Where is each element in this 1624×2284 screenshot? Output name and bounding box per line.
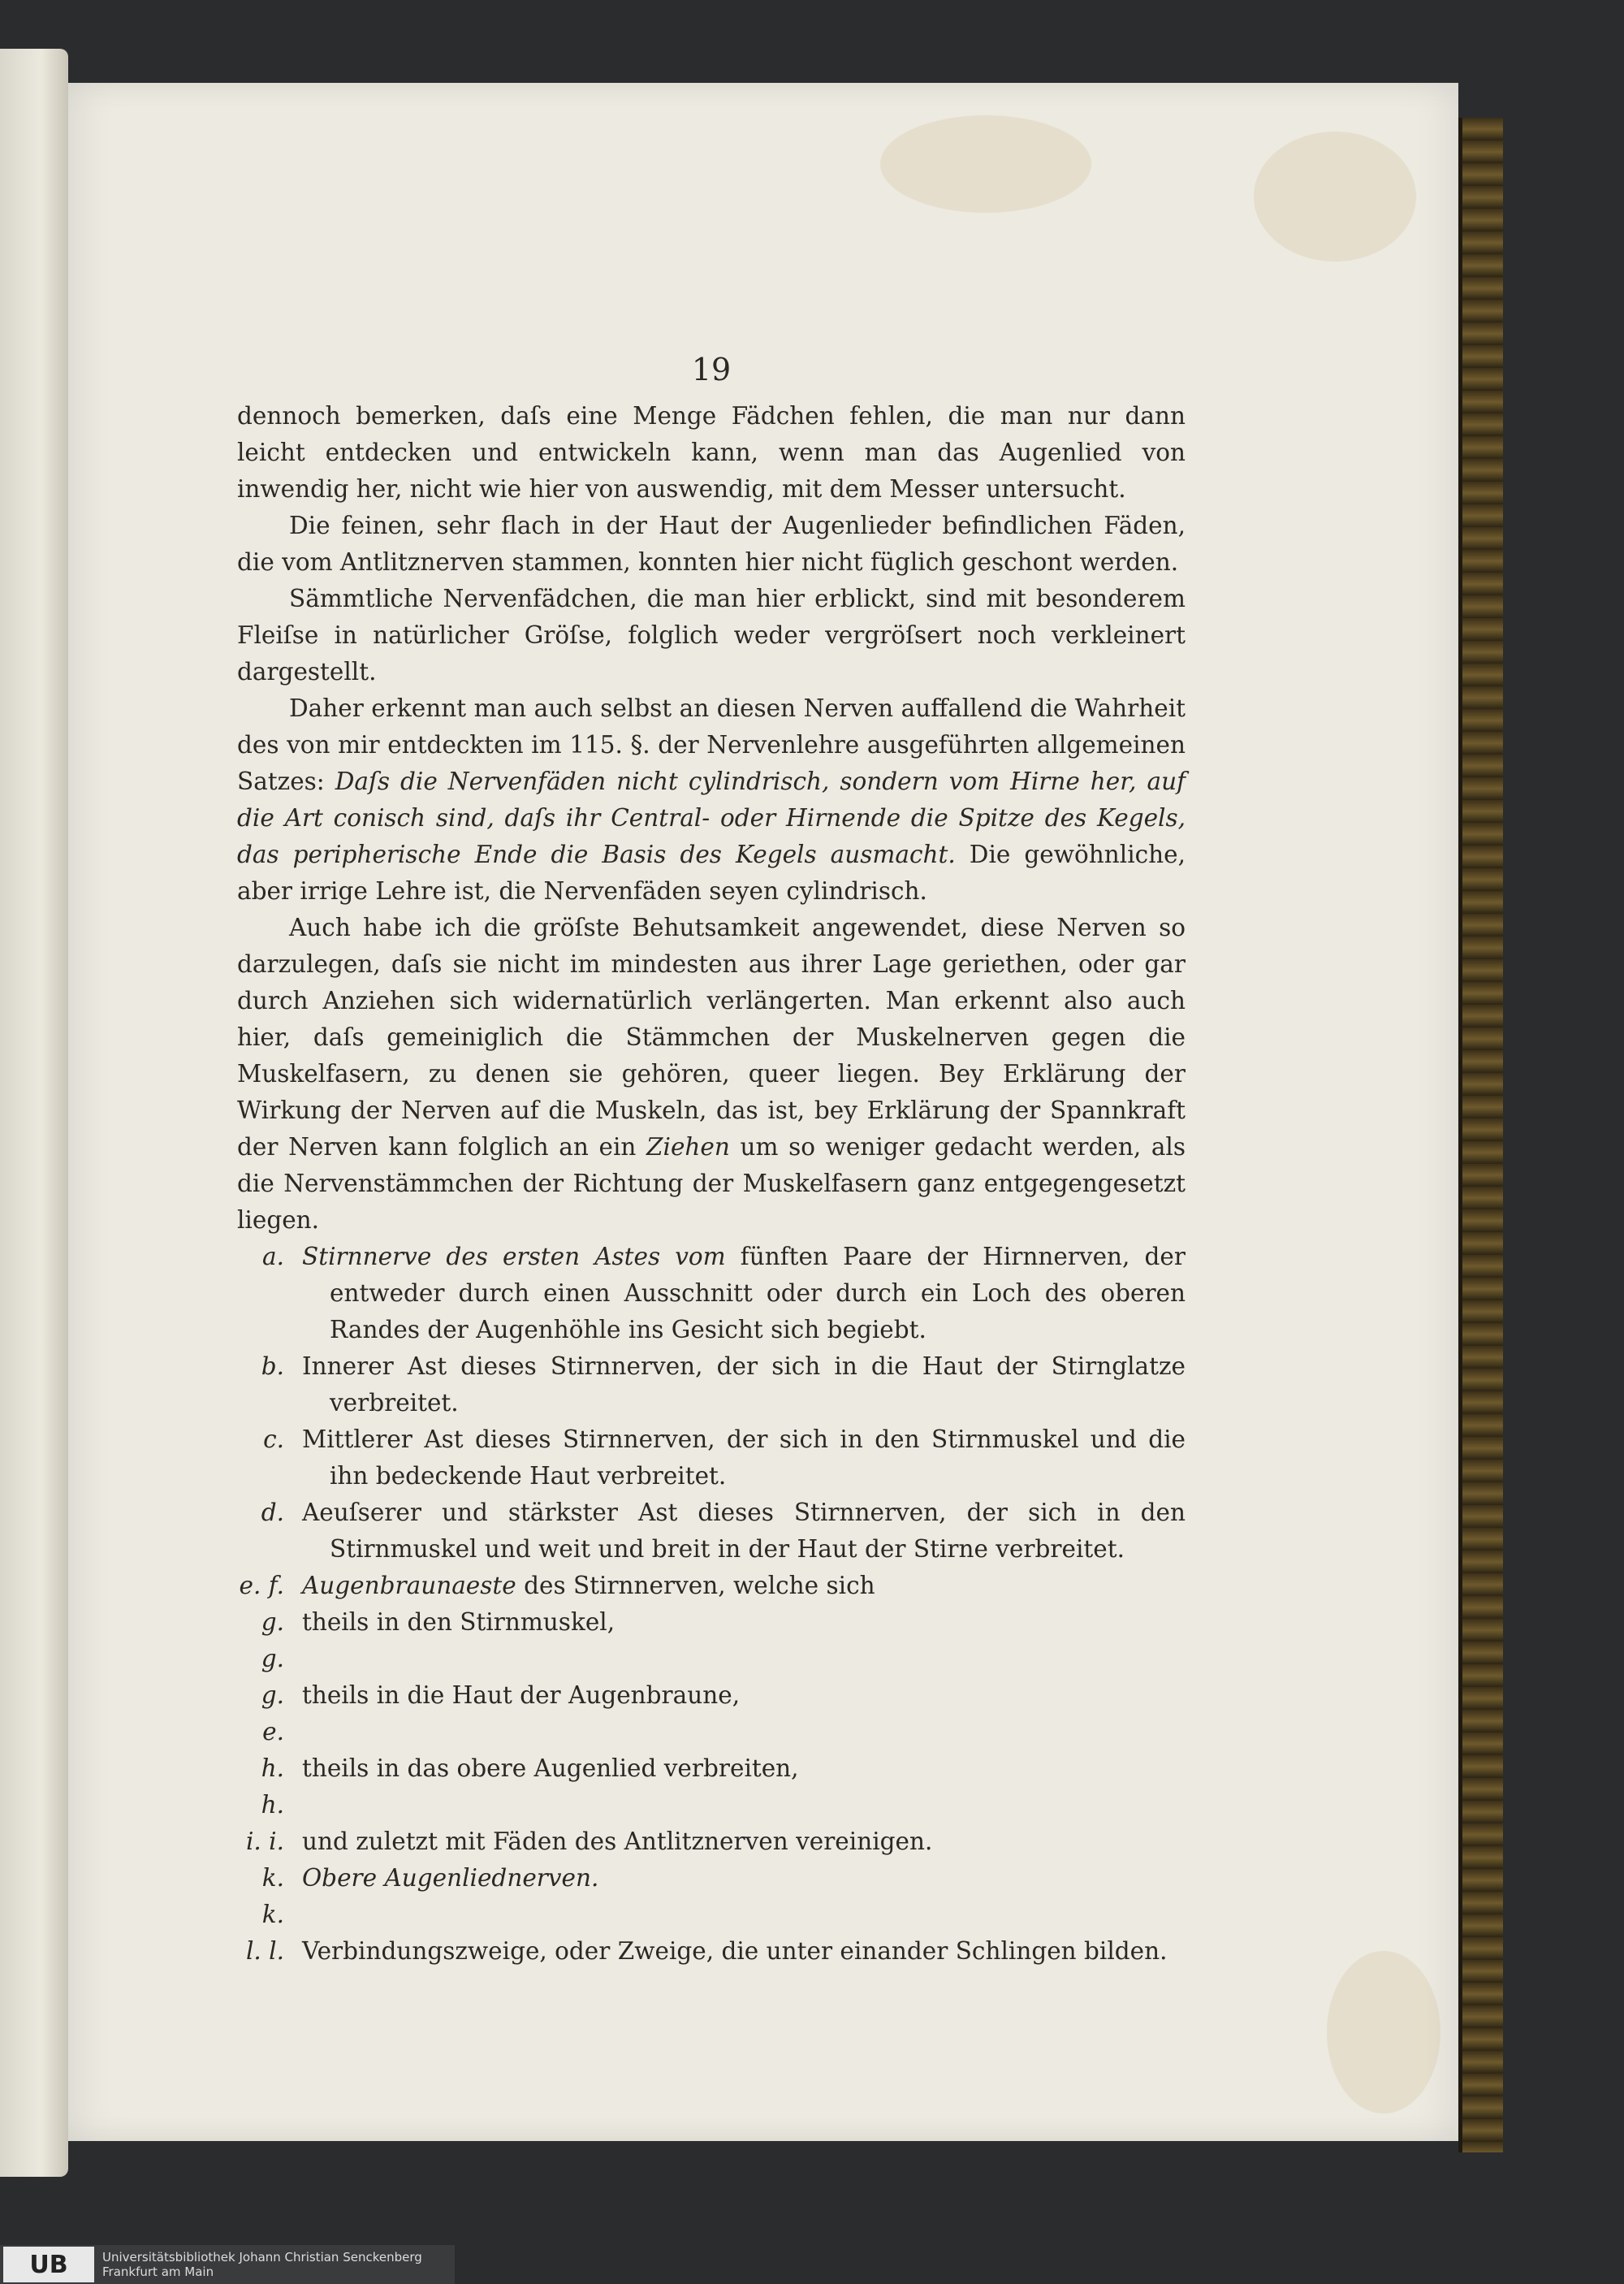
body-paragraphs (237, 398, 1186, 1239)
legend-item (237, 1421, 1186, 1495)
text-run: dennoch bemerken, daſs eine Menge Fädchen fehlen, die man nur dann leicht entdecken und entwickeln kann, wenn man das Augenlied von inwendig her, nicht wie hier von auswendig, mit dem Messer untersucht. (237, 402, 1186, 503)
paper-stain (1327, 1951, 1440, 2113)
legend-item (237, 1239, 1186, 1348)
legend-label: g. e. (261, 1681, 284, 1745)
paper-stain (880, 115, 1091, 213)
paragraph (237, 910, 1186, 1239)
legend-label: l. l. (245, 1937, 284, 1965)
italic-text: Stirnnerve des ersten Astes vom (302, 1243, 726, 1270)
legend-label: g. g. (261, 1608, 284, 1672)
text-run: fünften Paare der Hirnnerven, der entweder durch einen Ausschnitt oder durch ein Loch des oberen Randes der Augenhöhle ins Gesicht sich begiebt. (330, 1243, 1186, 1343)
legend-item (237, 1750, 1186, 1823)
legend-description (302, 1495, 1186, 1568)
legend-label: c. (263, 1425, 284, 1453)
legend-label: k. k. (261, 1864, 284, 1928)
legend-item (237, 1677, 1186, 1750)
legend-item (237, 1495, 1186, 1568)
italic-text: Daſs die Nervenfäden nicht cylindrisch, sondern vom Hirne her, auf die Art conisch sind, daſs ihr Central- oder Hirnende die Spitze des Kegels, das peripherische Ende die Basis des Kegels ausmacht. (237, 768, 1186, 868)
legend-item (237, 1568, 1186, 1604)
text-run: Mittlerer Ast dieses Stirnnerven, der sich in den Stirnmuskel und die ihn bedeckende Haut verbreitet. (302, 1425, 1186, 1490)
legend-description (302, 1604, 1186, 1677)
legend-item (237, 1823, 1186, 1860)
ub-logo: UB (3, 2247, 94, 2282)
paragraph (237, 398, 1186, 508)
legend-item (237, 1933, 1186, 1970)
legend-label: a. (262, 1243, 284, 1270)
text-run: um so weniger gedacht werden, als die Nervenstämmchen der Richtung der Muskelfasern ganz entgegengesetzt liegen. (237, 1133, 1186, 1234)
legend-description (302, 1933, 1186, 1970)
legend-label: d. (261, 1499, 284, 1526)
footer-line-1: Universitätsbibliothek Johann Christian Senckenberg (102, 2250, 422, 2265)
legend-label: e. f. (239, 1572, 284, 1599)
text-run: Die gewöhnliche, aber irrige Lehre ist, die Nervenfäden seyen cylindrisch. (237, 841, 1186, 905)
legend-description (302, 1750, 1186, 1823)
italic-text: Augenbraunaeste (302, 1572, 516, 1599)
legend-description (302, 1860, 1186, 1933)
legend-item (237, 1348, 1186, 1421)
library-footer (0, 2245, 455, 2284)
text-run: Die feinen, sehr flach in der Haut der Augenlieder befindlichen Fäden, die vom Antlitznerven stammen, konnten hier nicht füglich geschont werden. (237, 512, 1186, 576)
legend-label: h. h. (261, 1754, 284, 1819)
legend-item (237, 1860, 1186, 1933)
paragraph (237, 690, 1186, 910)
footer-line-2: Frankfurt am Main (102, 2265, 214, 2279)
text-run: Auch habe ich die gröſste Behutsamkeit angewendet, diese Nerven so darzulegen, daſs sie nicht im mindesten aus ihrer Lage geriethen, oder gar durch Anziehen sich widernatürlich verlängerten. Man erkennt also auch hier, daſs gemeiniglich die Stämmchen der Muskelnerven gegen die Muskelfasern, zu denen sie gehören, queer liegen. Bey Erklärung der Wirkung der Nerven auf die Muskeln, das ist, bey Erklärung der Spannkraft der Nerven kann folglich an ein (237, 914, 1186, 1161)
text-run: theils in die Haut der Augenbraune, (302, 1681, 741, 1709)
text-run: Sämmtliche Nervenfädchen, die man hier erblickt, sind mit besonderem Fleiſse in natürlicher Gröſse, folglich weder vergröſsert noch verkleinert dargestellt. (237, 585, 1186, 686)
footer-text (102, 2250, 422, 2279)
text-run: Aeuſserer und stärkster Ast dieses Stirnnerven, der sich in den Stirnmuskel und weit und breit in der Haut der Stirne verbreitet. (302, 1499, 1186, 1563)
left-page-edge (0, 49, 68, 2177)
legend-item (237, 1604, 1186, 1677)
text-run: theils in den Stirnmuskel, (302, 1608, 615, 1636)
book-spine (1458, 118, 1503, 2152)
paragraph (237, 508, 1186, 581)
legend-description (302, 1421, 1186, 1495)
legend-label: b. (261, 1352, 284, 1380)
legend-description (302, 1348, 1186, 1421)
legend-description (302, 1568, 1186, 1604)
text-run: theils in das obere Augenlied verbreiten, (302, 1754, 799, 1782)
legend-description (302, 1239, 1186, 1348)
legend-description (302, 1823, 1186, 1860)
legend-description (302, 1677, 1186, 1750)
paragraph (237, 581, 1186, 690)
italic-text: Ziehen (646, 1133, 730, 1161)
text-run: und zuletzt mit Fäden des Antlitznerven vereinigen. (302, 1828, 933, 1855)
italic-text: Obere Augenliednerven. (302, 1864, 599, 1892)
text-run: des Stirnnerven, welche sich (516, 1572, 875, 1599)
paper-stain (1254, 132, 1416, 262)
legend-label: i. i. (245, 1828, 284, 1855)
text-run: Verbindungszweige, oder Zweige, die unter einander Schlingen bilden. (302, 1937, 1168, 1965)
page-number: 19 (691, 352, 732, 387)
figure-legend (237, 1239, 1186, 1970)
text-run: Innerer Ast dieses Stirnnerven, der sich in die Haut der Stirnglatze verbreitet. (302, 1352, 1186, 1417)
text-run: Daher erkennt man auch selbst an diesen Nerven auffallend die Wahrheit des von mir entdeckten im 115. §. der Nervenlehre ausgeführten allgemeinen Satzes: (237, 694, 1186, 795)
page-text (237, 349, 1186, 1970)
